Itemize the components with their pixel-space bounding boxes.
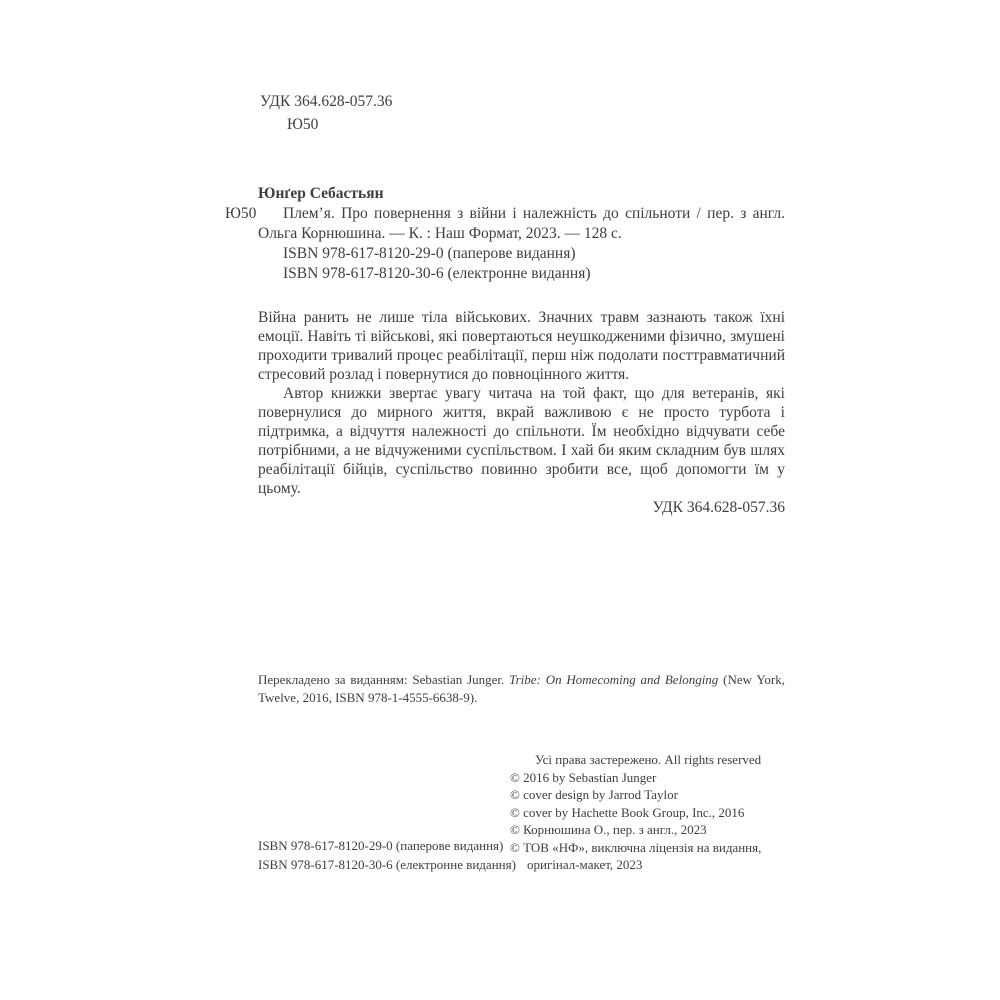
copyright-line: © 2016 by Sebastian Junger: [510, 769, 657, 785]
isbn-print-line: ISBN 978-617-8120-29-0 (паперове видання): [283, 245, 576, 262]
udc-footer: УДК 364.628-057.36: [652, 499, 785, 516]
udc-number: УДК 364.628-057.36: [260, 93, 393, 110]
annotation-block: [258, 308, 785, 517]
source-edition-prefix: Перекладено за виданням: Sebastian Junger.: [258, 672, 510, 687]
isbn-block: [258, 836, 516, 874]
copyright-line: © ТОВ «НФ», виключна ліцензія на видання, оригінал-макет, 2023: [510, 839, 762, 872]
source-edition-note: [258, 671, 785, 706]
catalog-author: Юнґер Себастьян: [258, 185, 384, 202]
rights-reserved-line: Усі права застережено. All rights reserved: [535, 752, 762, 767]
catalog-description-row: [225, 204, 785, 244]
catalog-card: [225, 184, 785, 284]
isbn-electronic-line: ISBN 978-617-8120-30-6 (електронне видання): [283, 265, 591, 282]
rights-block: [510, 751, 788, 874]
catalog-description: Плем’я. Про повернення з війни і належність до спільноти / пер. з англ. Ольга Корнюшина. — К. : Наш Формат, 2023. — 128 с.: [258, 205, 785, 242]
author-sign: Ю50: [287, 116, 319, 133]
udc-header-block: [260, 90, 392, 136]
annotation-paragraph-2: Автор книжки звертає увагу читача на той факт, що для ветеранів, які повернулися до мирного життя, вкрай важливою є не просто турбота і підтримка, а відчуття належності до спільноти. Їм необхідно відчувати себе потрібними, а не відчуженими суспільством. І хай би яким складним був шлях реабілітації бійців, суспільство повинно зробити все, щоб допомогти їм у цьому.: [258, 385, 785, 497]
isbn-print-bottom: ISBN 978-617-8120-29-0 (паперове видання): [258, 838, 504, 853]
copyright-line: © cover by Hachette Book Group, Inc., 2016: [510, 804, 745, 820]
source-title: Tribe: On Homecoming and Belonging: [509, 672, 719, 687]
annotation-paragraph-1: Війна ранить не лише тіла військових. Значних травм зазнають також їхні емоції. Навіть ті військові, які повертаються неушкодженими фізично, змушені проходити тривалий процес реабілітації, перш ніж подолати посттравматичний стресовий розлад і повернутися до повноцінного життя.: [258, 309, 785, 383]
source-edition-suffix: (New York, Twelve, 2016, ISBN 978-1-4555-6638-9).: [258, 672, 786, 705]
copyright-line: © cover design by Jarrod Taylor: [510, 787, 678, 802]
isbn-electronic-bottom: ISBN 978-617-8120-30-6 (електронне видання): [258, 857, 516, 872]
copyright-line: © Корнюшина О., пер. з англ., 2023: [510, 822, 707, 837]
catalog-author-sign: Ю50: [225, 205, 257, 222]
